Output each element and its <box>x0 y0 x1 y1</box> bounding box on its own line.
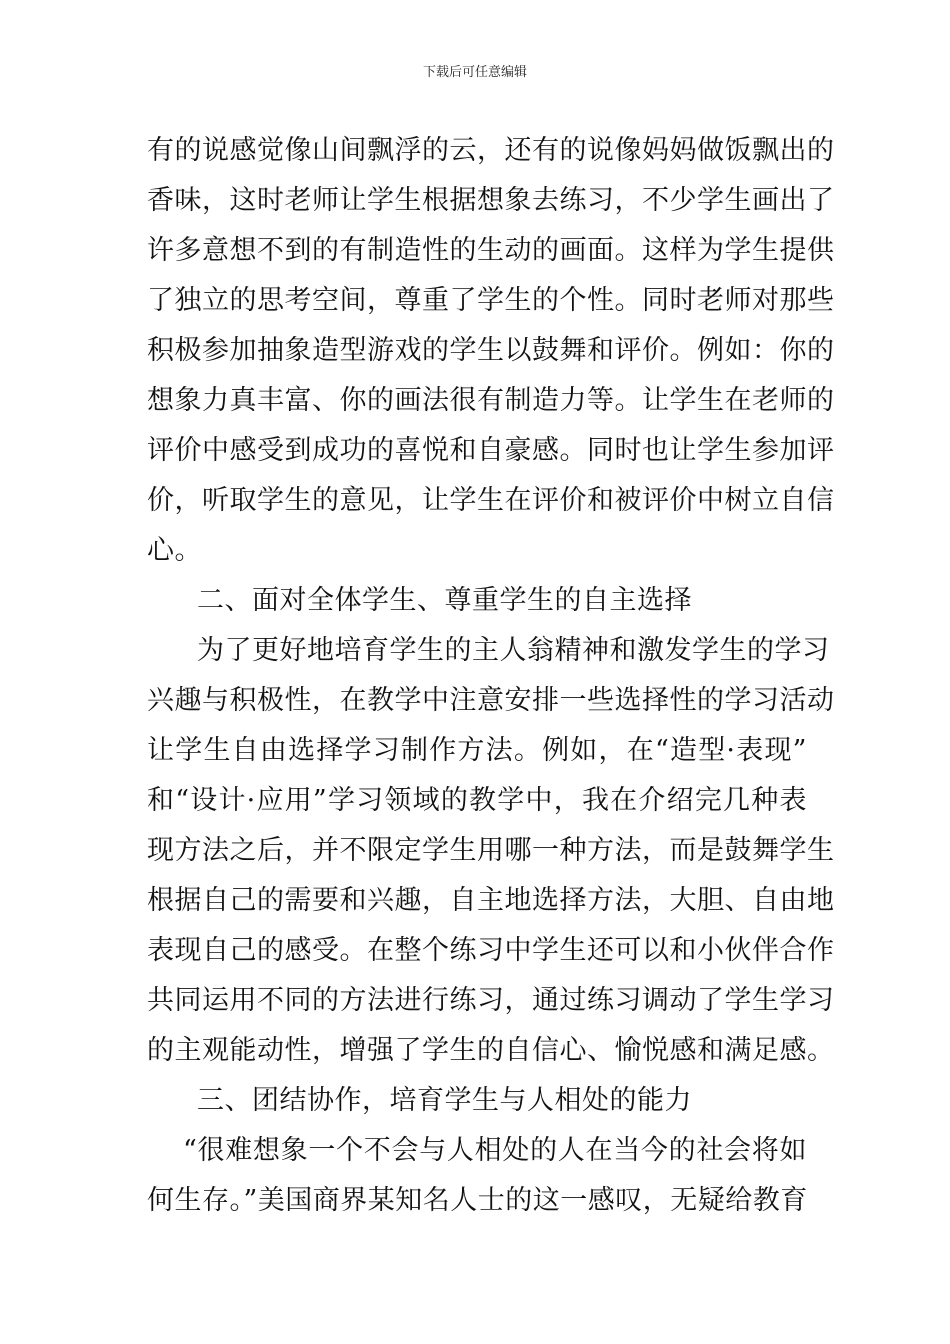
document-body <box>147 126 835 1226</box>
text-line: 现方法之后，并不限定学生用哪一种方法，而是鼓舞学生 <box>147 835 835 866</box>
text-line: 表现自己的感受。在整个练习中学生还可以和小伙伴合作 <box>147 935 835 966</box>
text-line: 兴趣与积极性，在教学中注意安排一些选择性的学习活动 <box>147 685 835 716</box>
text-line: 何生存。”美国商界某知名人士的这一感叹，无疑给教育 <box>147 1185 808 1216</box>
text-line: 让学生自由选择学习制作方法。例如，在“造型·表现” <box>147 735 807 766</box>
text-line: 价，听取学生的意见，让学生在评价和被评价中树立自信 <box>147 485 835 516</box>
text-line: 为了更好地培育学生的主人翁精神和激发学生的学习 <box>197 635 830 666</box>
text-line: 和“设计·应用”学习领域的教学中，我在介绍完几种表 <box>147 785 807 816</box>
section-heading: 三、团结协作，培育学生与人相处的能力 <box>197 1085 692 1116</box>
text-line: 根据自己的需要和兴趣，自主地选择方法，大胆、自由地 <box>147 885 835 916</box>
text-line: 共同运用不同的方法进行练习，通过练习调动了学生学习 <box>147 985 835 1016</box>
page-header: 下载后可任意编辑 <box>422 65 527 80</box>
text-line: 心。 <box>147 535 202 566</box>
section-heading: 二、面对全体学生、尊重学生的自主选择 <box>197 585 692 616</box>
text-line: 的主观能动性，增强了学生的自信心、愉悦感和满足感。 <box>147 1035 835 1066</box>
text-line: 许多意想不到的有制造性的生动的画面。这样为学生提供 <box>147 235 835 266</box>
text-line: “很难想象一个不会与人相处的人在当今的社会将如 <box>183 1135 807 1166</box>
text-line: 香味，这时老师让学生根据想象去练习，不少学生画出了 <box>147 185 835 216</box>
text-line: 有的说感觉像山间飘浮的云，还有的说像妈妈做饭飘出的 <box>147 135 835 166</box>
text-line: 想象力真丰富、你的画法很有制造力等。让学生在老师的 <box>147 385 835 416</box>
text-line: 积极参加抽象造型游戏的学生以鼓舞和评价。例如：你的 <box>147 335 835 366</box>
text-line: 了独立的思考空间，尊重了学生的个性。同时老师对那些 <box>147 285 835 316</box>
text-line: 评价中感受到成功的喜悦和自豪感。同时也让学生参加评 <box>147 435 835 466</box>
